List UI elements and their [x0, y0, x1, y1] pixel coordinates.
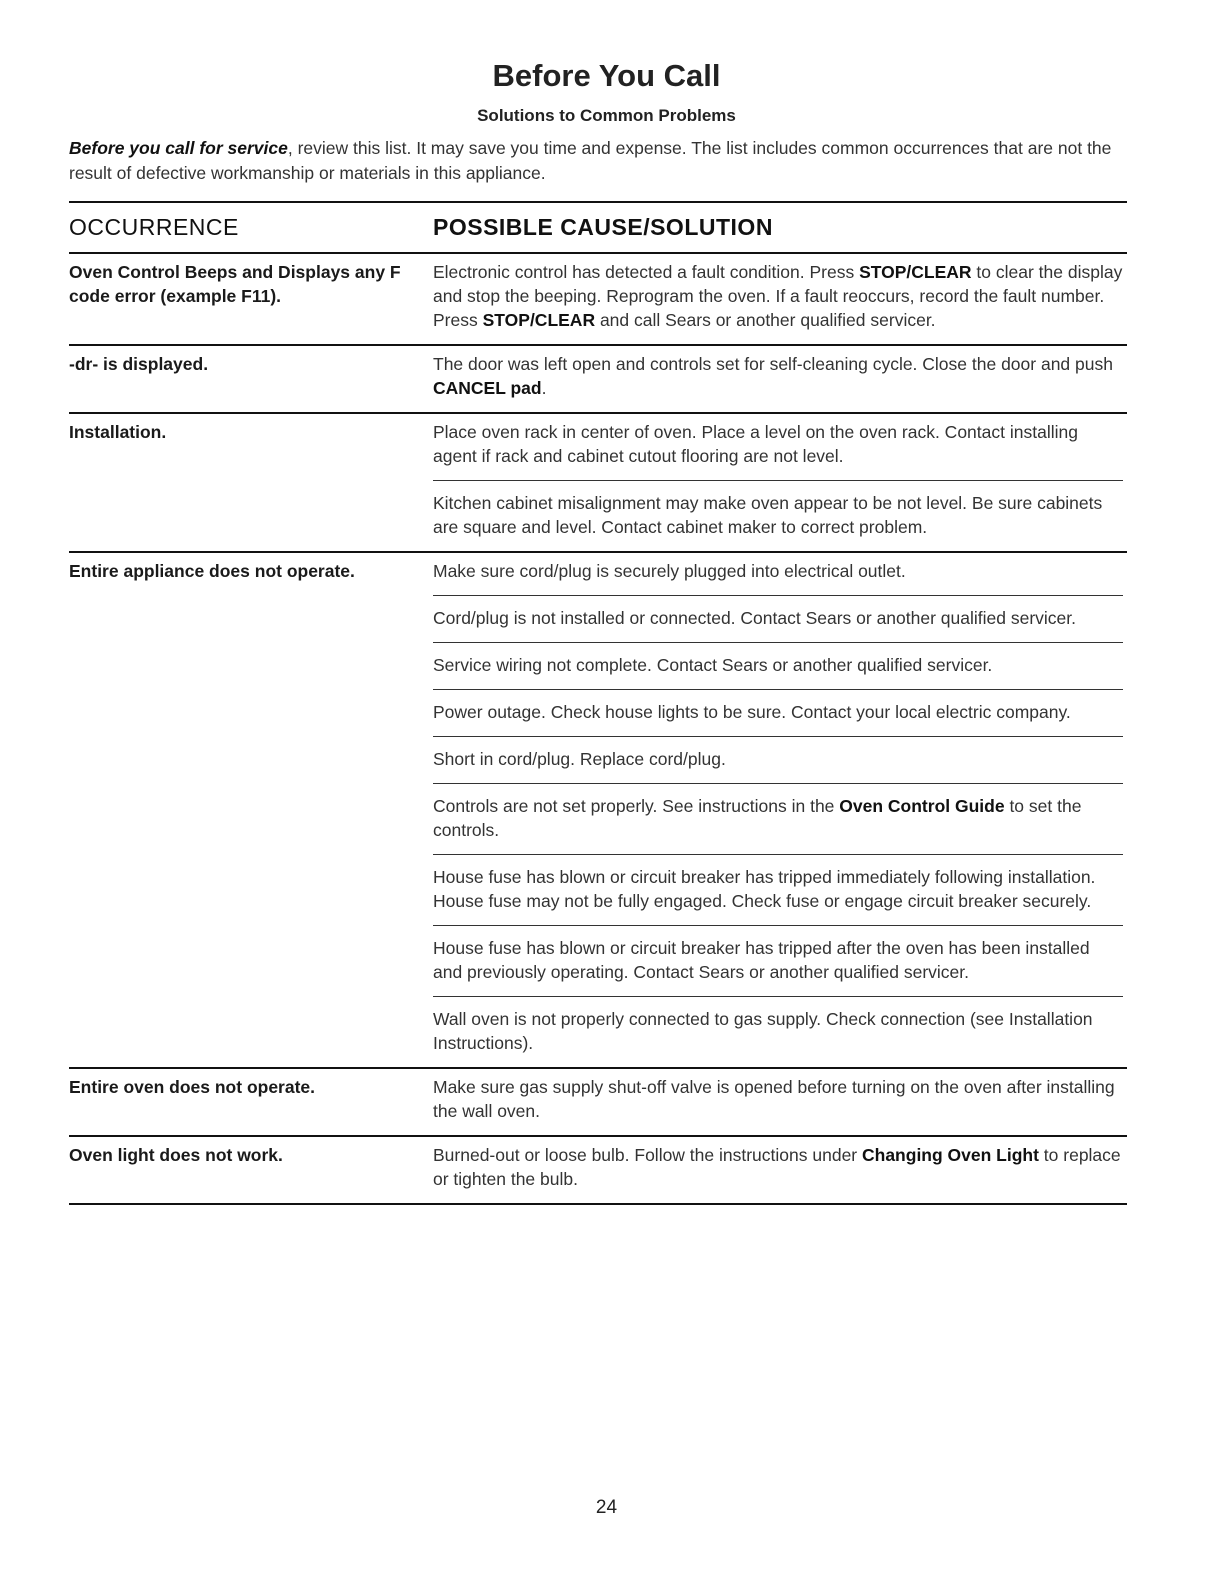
table-row: [69, 1069, 1127, 1137]
solution-text: Electronic control has detected a fault condition. Press: [433, 262, 860, 282]
column-header-occurrence: OCCURRENCE: [69, 214, 239, 240]
solution-keyword: STOP/CLEAR: [482, 310, 596, 330]
solution-text: to set the controls.: [433, 796, 1082, 840]
solution-item: [433, 925, 1123, 996]
solution-text: Make sure gas supply shut-off valve is opened before turning on the oven after installing the wall oven.: [433, 1077, 1115, 1121]
troubleshooting-table: [69, 201, 1127, 1205]
solution-item: [433, 783, 1123, 854]
solution-text: Short in cord/plug. Replace cord/plug.: [433, 749, 726, 769]
solutions-cell: [433, 553, 1127, 1067]
solution-item: [433, 553, 1123, 595]
occurrence-cell: Entire appliance does not operate.: [69, 561, 355, 581]
solution-text: .: [541, 378, 547, 398]
intro-paragraph: [69, 136, 1159, 186]
solution-item: [433, 595, 1123, 642]
solution-text: House fuse has blown or circuit breaker has tripped immediately following installation. House fuse may not be fully engaged. Check fuse or engage circuit breaker securely.: [433, 867, 1096, 911]
solution-item: [433, 736, 1123, 783]
occurrence-cell: Oven light does not work.: [69, 1145, 283, 1165]
solution-item: [433, 346, 1123, 412]
solution-item: [433, 996, 1123, 1067]
solution-keyword: STOP/CLEAR: [859, 262, 972, 282]
solution-item: [433, 1137, 1123, 1203]
table-row: [69, 254, 1127, 346]
solution-text: House fuse has blown or circuit breaker has tripped after the oven has been installed and previously operating. Contact Sears or another qualified servicer.: [433, 938, 1090, 982]
page-title: Before You Call: [492, 58, 721, 93]
solution-item: [433, 854, 1123, 925]
solution-item: [433, 1069, 1123, 1135]
solution-keyword: Oven Control Guide: [839, 796, 1005, 816]
solution-text: Service wiring not complete. Contact Sears or another qualified servicer.: [433, 655, 993, 675]
table-row: [69, 346, 1127, 414]
page-number: 24: [595, 1497, 618, 1518]
page-subtitle: Solutions to Common Problems: [477, 106, 736, 125]
solution-keyword: Changing Oven Light: [862, 1145, 1039, 1165]
solution-text: and call Sears or another qualified servicer.: [595, 310, 936, 330]
solution-text: Burned-out or loose bulb. Follow the instructions under: [433, 1145, 862, 1165]
table-row: [69, 1137, 1127, 1205]
table-row: [69, 553, 1127, 1069]
solution-text: Place oven rack in center of oven. Place a level on the oven rack. Contact installing agent if rack and cabinet cutout flooring are not level.: [433, 422, 1078, 466]
solution-text: to replace or tighten the bulb.: [433, 1145, 1121, 1189]
column-header-solution: POSSIBLE CAUSE/SOLUTION: [433, 214, 773, 240]
solution-text: Cord/plug is not installed or connected. Contact Sears or another qualified servicer.: [433, 608, 1076, 628]
occurrence-cell: Entire oven does not operate.: [69, 1077, 316, 1097]
solution-text: to clear the display and stop the beeping. Reprogram the oven. If a fault reoccurs, record the fault number. Press: [433, 262, 1123, 330]
occurrence-cell: Oven Control Beeps and Displays any F code error (example F11).: [69, 262, 401, 306]
table-header: [69, 201, 1127, 254]
solution-text: Power outage. Check house lights to be sure. Contact your local electric company.: [433, 702, 1071, 722]
solution-keyword: CANCEL pad: [433, 378, 542, 398]
intro-text: , review this list. It may save you time and expense. The list includes common occurrences that are not the result of defective workmanship or materials in this appliance.: [69, 138, 1112, 183]
occurrence-cell: Installation.: [69, 422, 167, 442]
solution-text: Kitchen cabinet misalignment may make oven appear to be not level. Be sure cabinets are square and level. Contact cabinet maker to correct problem.: [433, 493, 1103, 537]
solutions-cell: [433, 1069, 1127, 1135]
solution-item: [433, 414, 1123, 480]
solution-text: Wall oven is not properly connected to gas supply. Check connection (see Installation Instructions).: [433, 1009, 1093, 1053]
solutions-cell: [433, 254, 1127, 344]
solutions-cell: [433, 1137, 1127, 1203]
intro-lead: Before you call for service: [69, 138, 288, 158]
table-row: [69, 414, 1127, 553]
solutions-cell: [433, 346, 1127, 412]
solutions-cell: [433, 414, 1127, 551]
solution-item: [433, 642, 1123, 689]
solution-item: [433, 480, 1123, 551]
solution-item: [433, 254, 1123, 344]
table-body: [69, 254, 1127, 1205]
solution-item: [433, 689, 1123, 736]
solution-text: The door was left open and controls set for self-cleaning cycle. Close the door and push: [433, 354, 1113, 374]
occurrence-cell: -dr- is displayed.: [69, 354, 209, 374]
solution-text: Make sure cord/plug is securely plugged into electrical outlet.: [433, 561, 906, 581]
solution-text: Controls are not set properly. See instructions in the: [433, 796, 840, 816]
